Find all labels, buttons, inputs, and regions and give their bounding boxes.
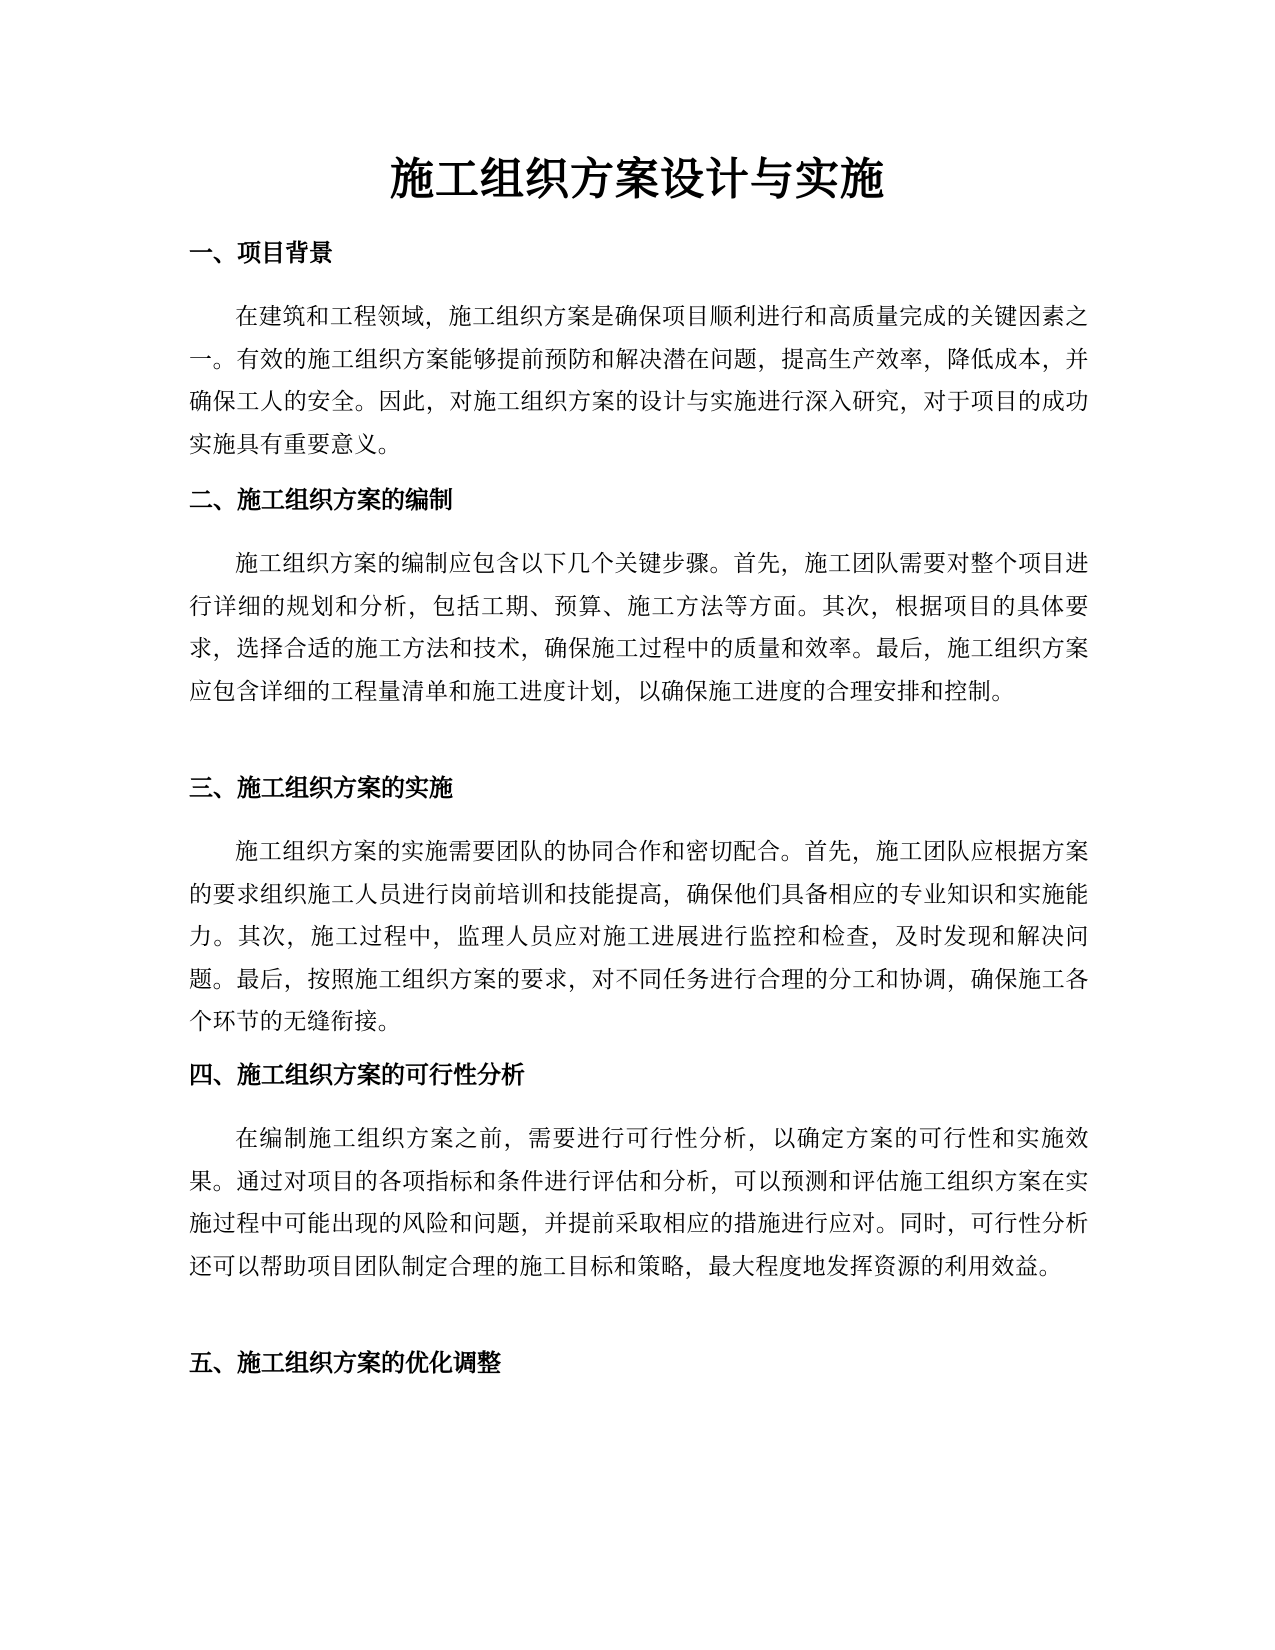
- section-paragraph: 施工组织方案的实施需要团队的协同合作和密切配合。首先，施工团队应根据方案的要求组织施工人员进行岗前培训和技能提高，确保他们具备相应的专业知识和实施能力。其次，施工过程中，监理人员应对施工进展进行监控和检查，及时发现和解决问题。最后，按照施工组织方案的要求，对不同任务进行合理的分工和协调，确保施工各个环节的无缝衔接。: [189, 839, 1089, 1035]
- section-plan-preparation: [189, 483, 1089, 713]
- section-heading: 一、项目背景: [189, 239, 333, 267]
- section-paragraph: 在建筑和工程领域，施工组织方案是确保项目顺利进行和高质量完成的关键因素之一。有效的施工组织方案能够提前预防和解决潜在问题，提高生产效率，降低成本，并确保工人的安全。因此，对施工组织方案的设计与实施进行深入研究，对于项目的成功实施具有重要意义。: [189, 304, 1089, 458]
- section-feasibility-analysis: [189, 1058, 1089, 1288]
- section-paragraph: 在编制施工组织方案之前，需要进行可行性分析，以确定方案的可行性和实施效果。通过对项目的各项指标和条件进行评估和分析，可以预测和评估施工组织方案在实施过程中可能出现的风险和问题，并提前采取相应的措施进行应对。同时，可行性分析还可以帮助项目团队制定合理的施工目标和策略，最大程度地发挥资源的利用效益。: [189, 1126, 1089, 1280]
- section-heading: 五、施工组织方案的优化调整: [189, 1349, 501, 1377]
- section-plan-implementation: [189, 771, 1089, 1044]
- section-heading: 三、施工组织方案的实施: [189, 774, 453, 802]
- section-heading: 二、施工组织方案的编制: [189, 486, 453, 514]
- section-paragraph: 施工组织方案的编制应包含以下几个关键步骤。首先，施工团队需要对整个项目进行详细的规划和分析，包括工期、预算、施工方法等方面。其次，根据项目的具体要求，选择合适的施工方法和技术，确保施工过程中的质量和效率。最后，施工组织方案应包含详细的工程量清单和施工进度计划，以确保施工进度的合理安排和控制。: [189, 551, 1089, 705]
- document-title: 施工组织方案设计与实施: [390, 154, 885, 205]
- section-heading: 四、施工组织方案的可行性分析: [189, 1061, 525, 1089]
- section-project-background: [189, 236, 1089, 466]
- section-optimization-adjustment: [189, 1346, 1089, 1380]
